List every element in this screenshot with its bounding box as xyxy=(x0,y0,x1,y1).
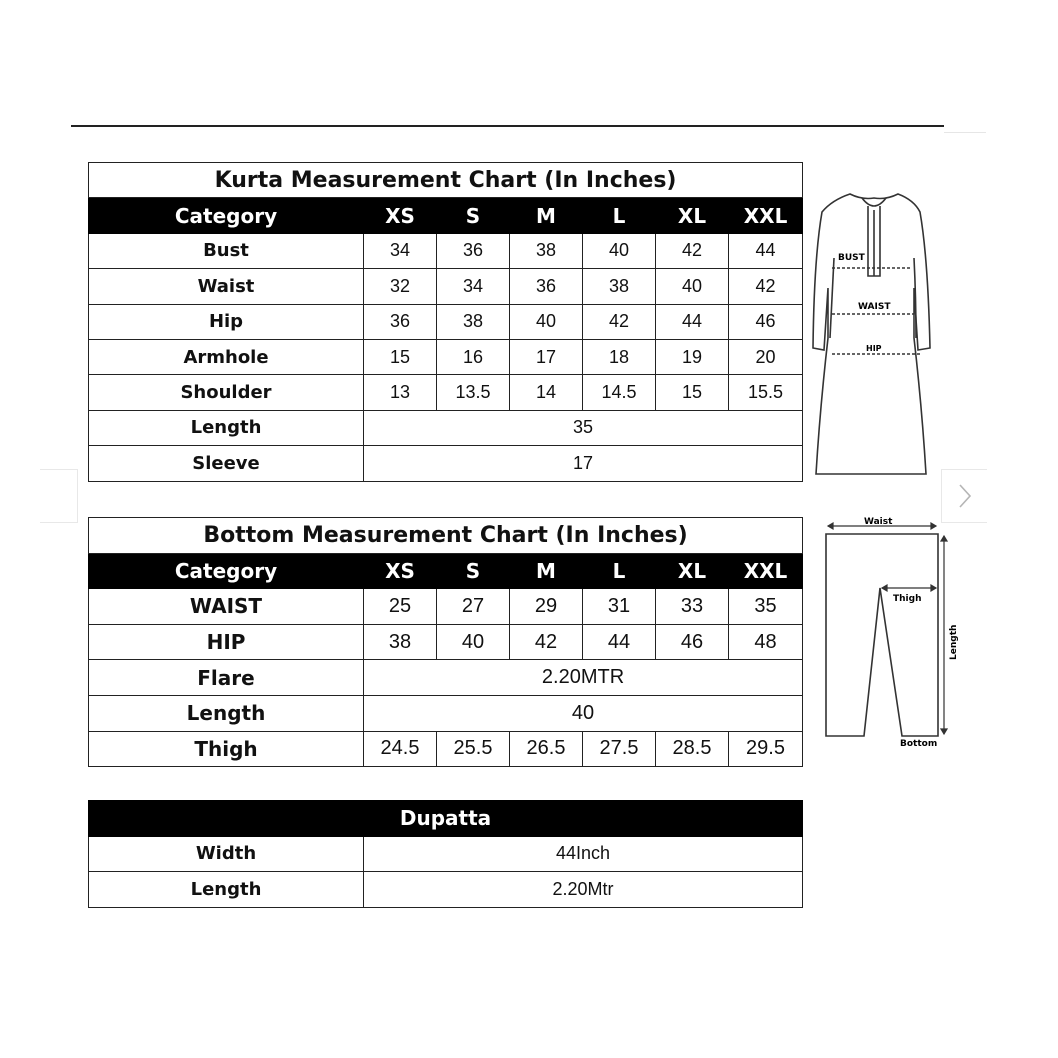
cell-value: 44 xyxy=(729,233,803,268)
row-label: WAIST xyxy=(89,589,364,625)
cell-value: 35 xyxy=(729,589,803,625)
cell-value: 44 xyxy=(656,304,729,339)
table-row xyxy=(89,660,803,696)
header-category: Category xyxy=(89,198,364,233)
hip-label: HIP xyxy=(866,344,882,353)
cell-value: 29 xyxy=(510,589,583,625)
cell-value: 14 xyxy=(510,375,583,410)
divider-faint xyxy=(944,132,986,133)
header-size-l: L xyxy=(583,553,656,589)
length-label: Length xyxy=(949,624,959,660)
cell-value: 40 xyxy=(656,269,729,304)
header-size-xl: XL xyxy=(656,553,729,589)
header-size-s: S xyxy=(437,553,510,589)
header-size-xs: XS xyxy=(364,198,437,233)
cell-value: 13.5 xyxy=(437,375,510,410)
row-label: Length xyxy=(89,872,364,908)
cell-value: 34 xyxy=(364,233,437,268)
cell-value: 46 xyxy=(656,624,729,660)
cell-value: 35 xyxy=(364,410,803,445)
header-size-xs: XS xyxy=(364,553,437,589)
thigh-label: Thigh xyxy=(893,594,922,604)
cell-value: 26.5 xyxy=(510,731,583,767)
header-category: Category xyxy=(89,553,364,589)
cell-value: 15 xyxy=(656,375,729,410)
cell-value: 42 xyxy=(656,233,729,268)
cell-value: 38 xyxy=(364,624,437,660)
cell-value: 20 xyxy=(729,339,803,374)
cell-value: 16 xyxy=(437,339,510,374)
cell-value: 38 xyxy=(437,304,510,339)
cell-value: 2.20MTR xyxy=(364,660,803,696)
row-label: Flare xyxy=(89,660,364,696)
cell-value: 48 xyxy=(729,624,803,660)
header-size-xxl: XXL xyxy=(729,553,803,589)
cell-value: 34 xyxy=(437,269,510,304)
bust-label: BUST xyxy=(838,253,865,263)
cell-value: 15 xyxy=(364,339,437,374)
header-size-s: S xyxy=(437,198,510,233)
table-row xyxy=(89,836,803,872)
cell-value: 40 xyxy=(583,233,656,268)
cell-value: 14.5 xyxy=(583,375,656,410)
cell-value: 40 xyxy=(364,695,803,731)
cell-value: 32 xyxy=(364,269,437,304)
cell-value: 31 xyxy=(583,589,656,625)
dupatta-measurement-table xyxy=(88,800,803,908)
header-size-xxl: XXL xyxy=(729,198,803,233)
cell-value: 18 xyxy=(583,339,656,374)
table-row xyxy=(89,339,803,374)
cell-value: 29.5 xyxy=(729,731,803,767)
header-size-m: M xyxy=(510,198,583,233)
header-size-xl: XL xyxy=(656,198,729,233)
cell-value: 36 xyxy=(437,233,510,268)
cell-value: 38 xyxy=(583,269,656,304)
cell-value: 42 xyxy=(729,269,803,304)
waist-label: WAIST xyxy=(858,302,891,312)
table-row xyxy=(89,872,803,908)
cell-value: 44 xyxy=(583,624,656,660)
kurta-measurement-table xyxy=(88,162,803,482)
row-label: Length xyxy=(89,695,364,731)
table-row xyxy=(89,446,803,481)
row-label: HIP xyxy=(89,624,364,660)
table-row xyxy=(89,375,803,410)
header-size-m: M xyxy=(510,553,583,589)
cell-value: 25.5 xyxy=(437,731,510,767)
row-label: Thigh xyxy=(89,731,364,767)
row-label: Hip xyxy=(89,304,364,339)
dupatta-table-title: Dupatta xyxy=(89,801,803,837)
cell-value: 13 xyxy=(364,375,437,410)
cell-value: 40 xyxy=(510,304,583,339)
bottom-table-title: Bottom Measurement Chart (In Inches) xyxy=(89,518,803,554)
cell-value: 15.5 xyxy=(729,375,803,410)
table-row xyxy=(89,269,803,304)
row-label: Sleeve xyxy=(89,446,364,481)
cell-value: 28.5 xyxy=(656,731,729,767)
cell-value: 42 xyxy=(510,624,583,660)
cell-value: 38 xyxy=(510,233,583,268)
cell-value: 27.5 xyxy=(583,731,656,767)
row-label: Width xyxy=(89,836,364,872)
previous-image-button[interactable] xyxy=(40,469,78,523)
table-row xyxy=(89,731,803,767)
chevron-right-icon xyxy=(958,483,972,509)
bottom-header-row xyxy=(89,553,803,589)
cell-value: 19 xyxy=(656,339,729,374)
cell-value: 33 xyxy=(656,589,729,625)
cell-value: 44Inch xyxy=(364,836,803,872)
cell-value: 36 xyxy=(364,304,437,339)
bottom-label: Bottom xyxy=(900,739,938,749)
cell-value: 17 xyxy=(364,446,803,481)
table-row xyxy=(89,410,803,445)
kurta-diagram xyxy=(810,188,938,480)
cell-value: 46 xyxy=(729,304,803,339)
waist-label: Waist xyxy=(864,517,893,527)
table-row xyxy=(89,233,803,268)
header-size-l: L xyxy=(583,198,656,233)
cell-value: 25 xyxy=(364,589,437,625)
kurta-table-title: Kurta Measurement Chart (In Inches) xyxy=(89,163,803,198)
top-divider xyxy=(71,125,944,127)
cell-value: 2.20Mtr xyxy=(364,872,803,908)
row-label: Length xyxy=(89,410,364,445)
table-row xyxy=(89,589,803,625)
kurta-header-row xyxy=(89,198,803,233)
row-label: Bust xyxy=(89,233,364,268)
cell-value: 40 xyxy=(437,624,510,660)
cell-value: 36 xyxy=(510,269,583,304)
bottom-measurement-table xyxy=(88,517,803,767)
cell-value: 24.5 xyxy=(364,731,437,767)
table-row xyxy=(89,695,803,731)
row-label: Shoulder xyxy=(89,375,364,410)
next-image-button[interactable] xyxy=(941,469,987,523)
cell-value: 42 xyxy=(583,304,656,339)
row-label: Waist xyxy=(89,269,364,304)
cell-value: 17 xyxy=(510,339,583,374)
bottom-diagram xyxy=(818,512,968,752)
table-row xyxy=(89,624,803,660)
row-label: Armhole xyxy=(89,339,364,374)
cell-value: 27 xyxy=(437,589,510,625)
table-row xyxy=(89,304,803,339)
